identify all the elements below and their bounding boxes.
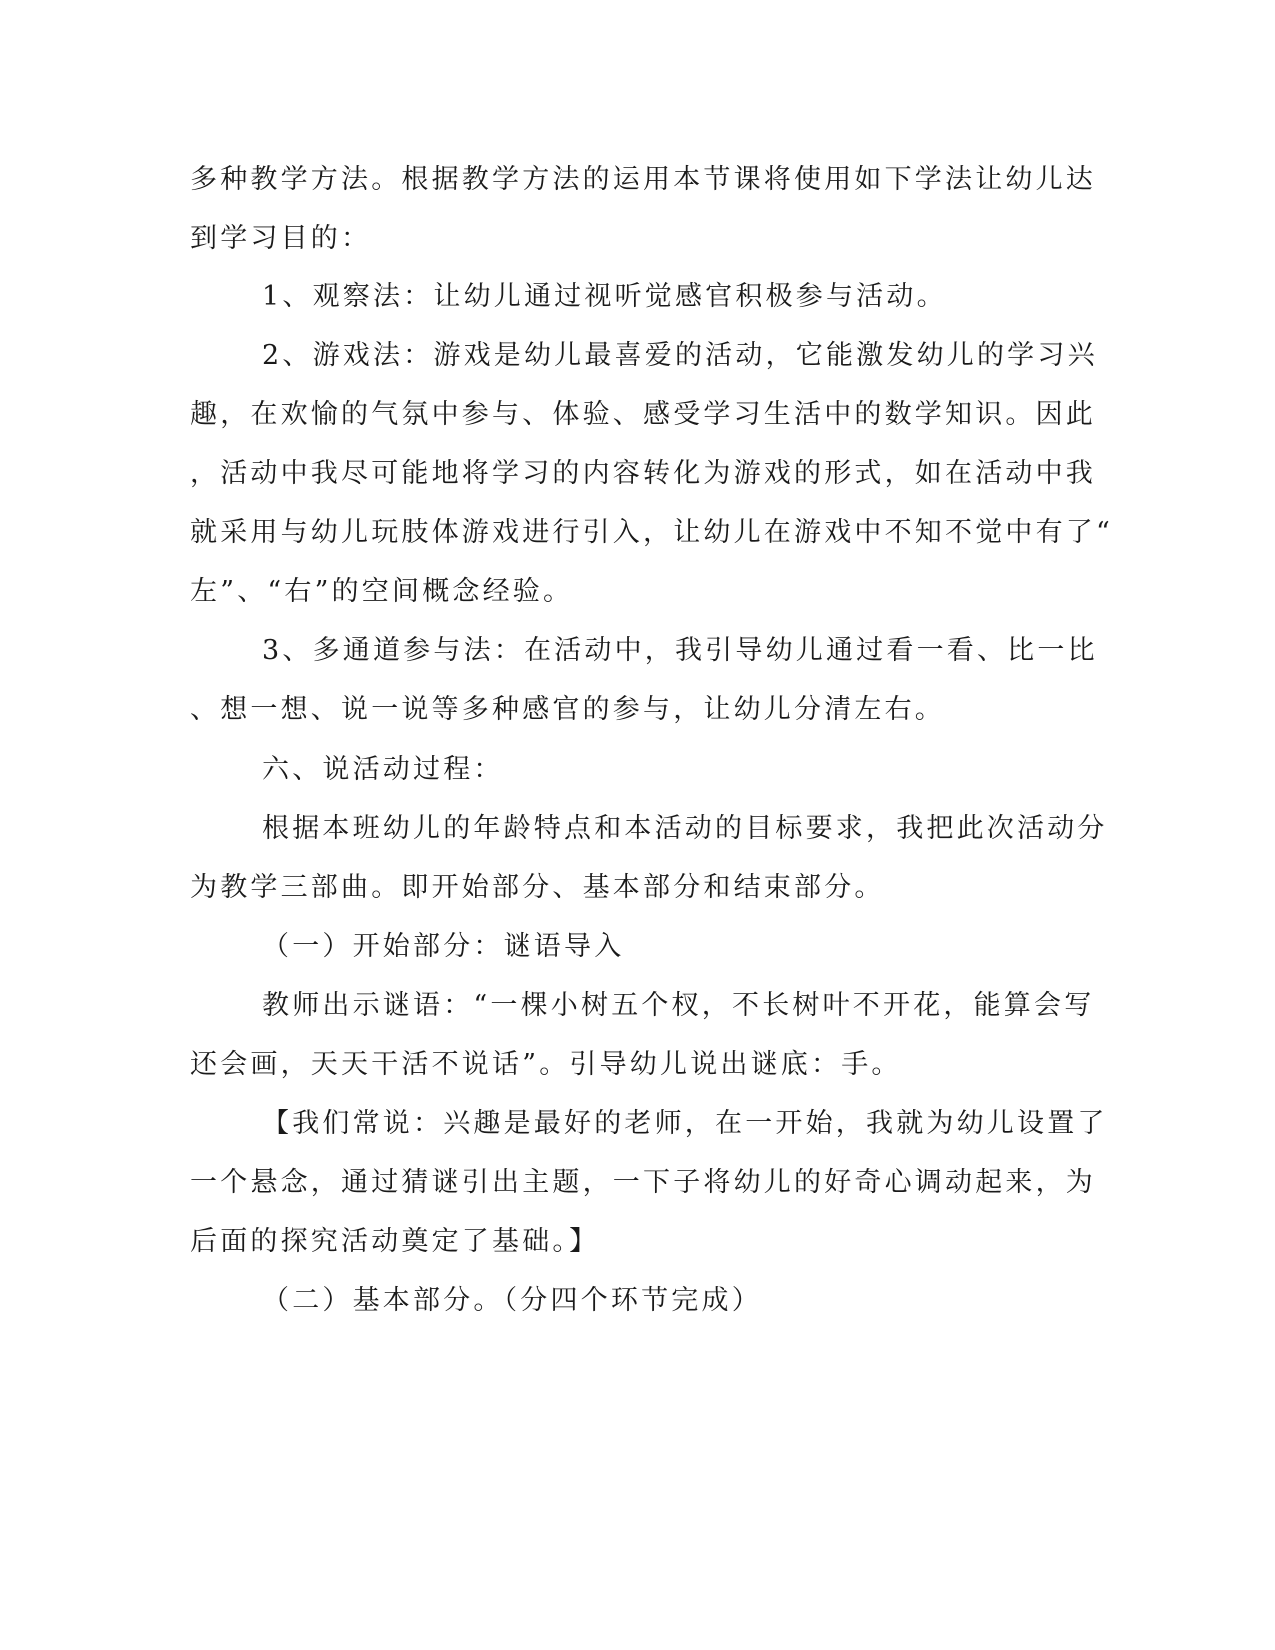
- text-line-16: 还会画，天天干活不说话”。引导幼儿说出谜底：手。: [190, 1049, 902, 1080]
- text-line-2: 到学习目的：: [190, 223, 372, 254]
- method-multichannel: 3、多通道参与法：在活动中，我引导幼儿通过看一看、比一比: [262, 635, 1098, 666]
- text-line-15: 教师出示谜语：“一棵小树五个杈，不长树叶不开花，能算会写: [262, 990, 1095, 1021]
- section-heading-process: 六、说活动过程：: [262, 754, 504, 785]
- method-game: 2、游戏法：游戏是幼儿最喜爱的活动，它能激发幼儿的学习兴: [262, 340, 1098, 371]
- text-line-1: 多种教学方法。根据教学方法的运用本节课将使用如下学法让幼儿达: [190, 164, 1096, 195]
- subsection-heading-start: （一）开始部分：谜语导入: [262, 931, 625, 962]
- subsection-heading-basic: （二）基本部分。（分四个环节完成）: [262, 1285, 762, 1316]
- text-line-7: 就采用与幼儿玩肢体游戏进行引入，让幼儿在游戏中不知不觉中有了“: [190, 517, 1114, 548]
- text-line-6: ，活动中我尽可能地将学习的内容转化为游戏的形式，如在活动中我: [190, 458, 1096, 489]
- text-line-13: 为教学三部曲。即开始部分、基本部分和结束部分。: [190, 872, 885, 903]
- text-line-5: 趣，在欢愉的气氛中参与、体验、感受学习生活中的数学知识。因此: [190, 399, 1096, 430]
- note-line-3: 后面的探究活动奠定了基础。】: [190, 1226, 600, 1257]
- note-line-2: 一个悬念，通过猜谜引出主题，一下子将幼儿的好奇心调动起来，为: [190, 1167, 1096, 1198]
- note-line-1: 【我们常说：兴趣是最好的老师，在一开始，我就为幼儿设置了: [262, 1108, 1108, 1139]
- method-observation: 1、观察法：让幼儿通过视听觉感官积极参与活动。: [262, 281, 947, 312]
- text-line-12: 根据本班幼儿的年龄特点和本活动的目标要求，我把此次活动分: [262, 813, 1108, 844]
- text-line-10: 、想一想、说一说等多种感官的参与，让幼儿分清左右。: [190, 694, 945, 725]
- text-line-8: 左”、“右”的空间概念经验。: [190, 576, 574, 607]
